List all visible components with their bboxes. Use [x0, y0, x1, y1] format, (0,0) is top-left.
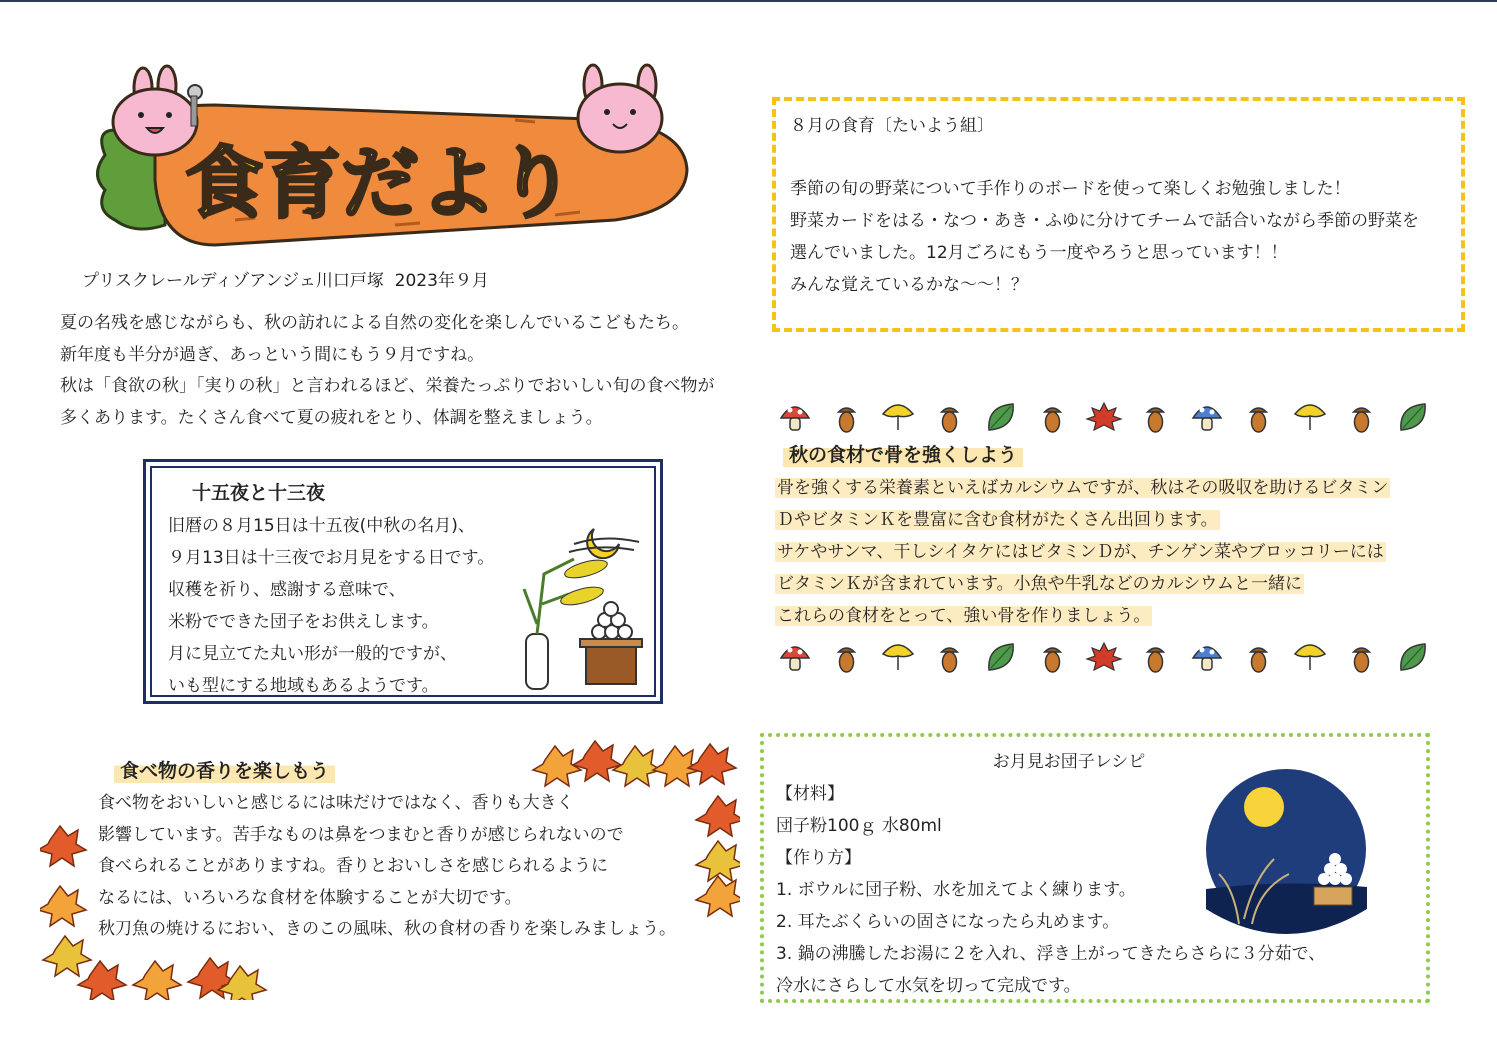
august-line: みんな覚えているかな～～！？ — [790, 275, 1028, 295]
recipe-line: 1. ボウルに団子粉、水を加えてよく練ります。 — [776, 880, 1136, 900]
acorn-icon — [1045, 648, 1061, 672]
mushroom-red-icon — [781, 647, 809, 670]
school-name: プリスクレールディゾアンジェ川口戸塚 — [82, 271, 384, 291]
aroma-line: 影響しています。苦手なものは鼻をつまむと香りが感じられないので — [98, 824, 624, 845]
mushroom-red-icon — [781, 407, 809, 430]
leaf-green-icon — [1401, 404, 1425, 430]
jugoya-line: 収穫を祈り、感謝する意味で、 — [168, 580, 406, 600]
autumn-icon-row-top — [775, 396, 1435, 440]
recipe-box — [760, 733, 1430, 1003]
ginkgo-icon — [883, 405, 913, 430]
recipe-line: 3. 鍋の沸騰したお湯に２を入れ、浮き上がってきたらさらに３分茹で、 — [776, 944, 1326, 964]
acorn-icon — [1251, 408, 1267, 432]
bone-title: 秋の食材で骨を強くしよう — [783, 440, 1023, 467]
acorn-icon — [839, 648, 855, 672]
bone-line: これらの食材をとって、強い骨を作りましょう。 — [777, 606, 1151, 626]
ginkgo-icon — [1295, 645, 1325, 670]
maple-icon — [1087, 643, 1121, 670]
top-rule — [0, 0, 1497, 2]
recipe-line: 【材料】 — [776, 784, 844, 804]
jugoya-line: いも型にする地域もあるようです。 — [168, 676, 439, 696]
acorn-icon — [1045, 408, 1061, 432]
header-logo — [95, 60, 695, 260]
jugoya-line: ９月13日は十三夜でお月見をする日です。 — [168, 548, 495, 568]
acorn-icon — [1148, 408, 1164, 432]
jugoya-line: 米粉でできた団子をお供えします。 — [168, 612, 439, 632]
tsukimi-illustration — [514, 514, 644, 694]
aroma-line: 食べられることがありますね。香りとおいしさを感じられるように — [98, 856, 608, 876]
bone-line: 骨を強くする栄養素といえばカルシウムですが、秋はその吸収を助けるビタミン — [777, 478, 1389, 498]
intro-line: 秋は「食欲の秋」「実りの秋」と言われるほど、栄養たっぷりでおいしい旬の食べ物が — [60, 376, 715, 396]
august-line: 季節の旬の野菜について手作りのボードを使って楽しくお勉強しました！ — [790, 179, 1351, 199]
acorn-icon — [1148, 648, 1164, 672]
recipe-line: 冷水にさらして水気を切って完成です。 — [776, 976, 1081, 996]
jugoya-body — [168, 510, 494, 702]
august-line: 選んでいました。12月ごろにもう一度やろうと思っています！！ — [790, 243, 1288, 263]
school-name-line — [82, 266, 489, 298]
ginkgo-icon — [883, 645, 913, 670]
recipe-line: 団子粉100ｇ 水80ml — [776, 816, 942, 836]
aroma-line: 秋刀魚の焼けるにおい、きのこの風味、秋の食材の香りを楽しみましょう。 — [98, 919, 676, 939]
leaf-green-icon — [1401, 644, 1425, 670]
recipe-line: 【作り方】 — [776, 848, 861, 868]
bone-line: ビタミンＫが含まれています。小魚や牛乳などのカルシウムと一緒に — [777, 574, 1303, 594]
jugoya-line: 月に見立てた丸い形が一般的ですが、 — [168, 644, 457, 664]
august-report-box — [772, 97, 1465, 332]
maple-icon — [1087, 403, 1121, 430]
jugoya-box — [143, 459, 663, 704]
moon-night-illustration — [1204, 759, 1369, 939]
acorn-icon — [839, 408, 855, 432]
leaf-green-icon — [989, 644, 1013, 670]
acorn-icon — [1354, 408, 1370, 432]
intro-line: 夏の名残を感じながらも、秋の訪れによる自然の変化を楽しんでいるこどもたち。 — [60, 313, 689, 333]
jugoya-title: 十五夜と十三夜 — [192, 482, 326, 504]
svg-text:食育だより: 食育だより — [185, 139, 576, 229]
august-line: 野菜カードをはる・なつ・あき・ふゆに分けてチームで話合いながら季節の野菜を — [790, 211, 1419, 231]
aroma-line: 食べ物をおいしいと感じるには味だけではなく、香りも大きく — [98, 793, 574, 813]
bone-body — [775, 472, 1390, 632]
august-body — [790, 173, 1419, 301]
recipe-title: お月見お団子レシピ — [992, 752, 1146, 772]
acorn-icon — [942, 648, 958, 672]
intro-text — [60, 308, 715, 434]
acorn-icon — [942, 408, 958, 432]
recipe-line: 2. 耳たぶくらいの固さになったら丸めます。 — [776, 912, 1120, 932]
acorn-icon — [1251, 648, 1267, 672]
intro-line: 新年度も半分が過ぎ、あっという間にもう９月ですね。 — [60, 344, 485, 365]
leaf-green-icon — [989, 404, 1013, 430]
august-title: ８月の食育〔たいよう組〕 — [790, 116, 994, 136]
bone-line: ＤやビタミンＫを豊富に含む食材がたくさん出回ります。 — [777, 510, 1218, 530]
issue-date: 2023年９月 — [394, 271, 489, 291]
bone-line: サケやサンマ、干しシイタケにはビタミンＤが、チンゲン菜やブロッコリーには — [777, 542, 1384, 562]
acorn-icon — [1354, 648, 1370, 672]
aroma-body — [98, 788, 676, 946]
autumn-icon-row-bottom — [775, 636, 1435, 680]
aroma-title: 食べ物の香りを楽しもう — [114, 756, 335, 783]
jugoya-line: 旧暦の８月15日は十五夜(中秋の名月)、 — [168, 516, 475, 536]
ginkgo-icon — [1295, 405, 1325, 430]
aroma-line: なるには、いろいろな食材を体験することが大切です。 — [98, 887, 522, 908]
mushroom-blue-icon — [1193, 647, 1221, 670]
intro-line: 多くあります。たくさん食べて夏の疲れをとり、体調を整えましょう。 — [60, 407, 603, 428]
mushroom-blue-icon — [1193, 407, 1221, 430]
